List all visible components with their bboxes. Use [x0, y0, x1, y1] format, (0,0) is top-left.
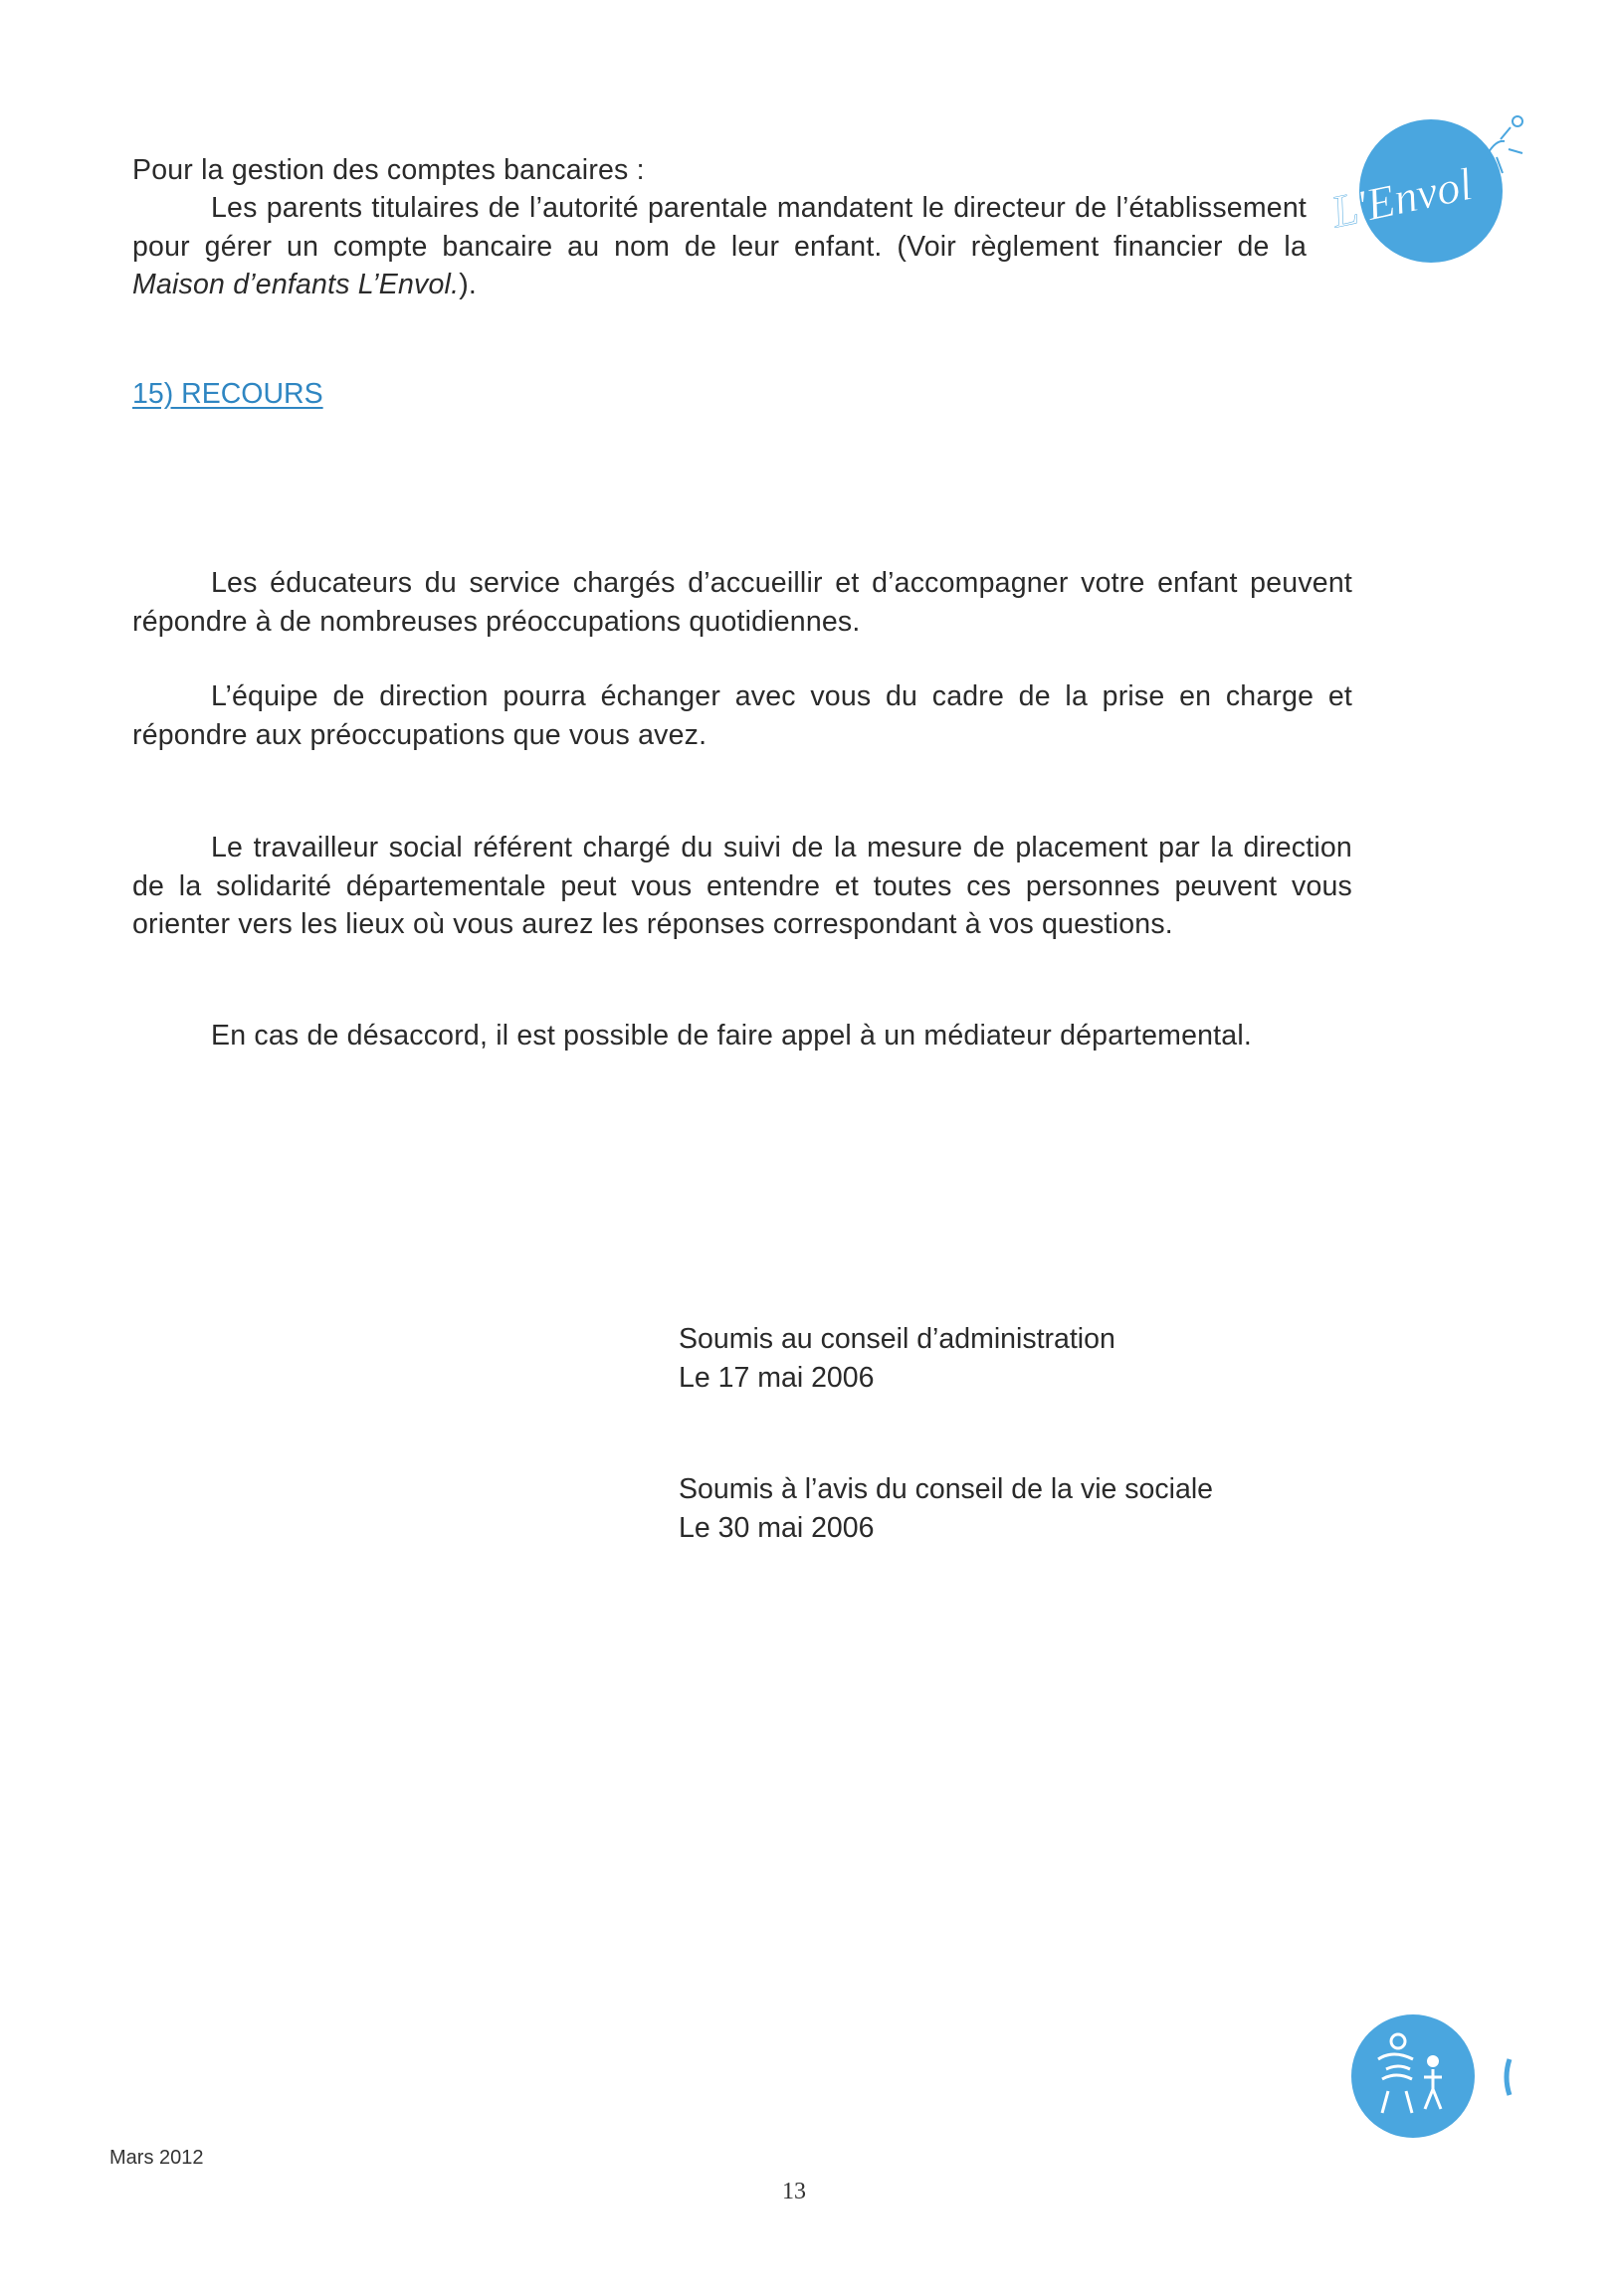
signature-date: Le 17 mai 2006: [679, 1361, 875, 1394]
footer-date: Mars 2012: [109, 2147, 204, 2169]
paragraph-direction: L’équipe de direction pourra échanger avec vous du cadre de la prise en charge et répondre aux préoccupations que vous avez.: [132, 680, 1352, 751]
banking-title: Pour la gestion des comptes bancaires :: [132, 154, 645, 186]
section-heading: 15) RECOURS: [132, 378, 323, 410]
banking-body-text: Les parents titulaires de l’autorité parentale mandatent le directeur de l’établissement pour gérer un compte bancaire au nom de leur enfant. (Voir règlement financier de la: [132, 192, 1307, 263]
paragraph-educators: Les éducateurs du service chargés d’accueillir et d’accompagner votre enfant peuvent répondre à de nombreuses préoccupations quotidiennes.: [132, 567, 1352, 638]
signature-block-council: [679, 1470, 1213, 1547]
signature-date: Le 30 mai 2006: [679, 1511, 875, 1544]
envol-logo-icon: [1313, 99, 1542, 298]
banking-body: [132, 189, 1307, 304]
banking-body-end: ).: [459, 269, 478, 300]
page-number: 13: [782, 2179, 806, 2204]
paragraph-disagreement: En cas de désaccord, il est possible de faire appel à un médiateur départemental.: [211, 1020, 1252, 1052]
paragraph-social-worker: Le travailleur social référent chargé du suivi de la mesure de placement par la direction de la solidarité départementale peut vous entendre et toutes ces personnes peuvent vous orienter vers les lieux où vous aurez les réponses correspondant à vos questions.: [132, 832, 1352, 940]
signature-line: Soumis au conseil d’administration: [679, 1323, 1115, 1355]
signature-block-board: [679, 1320, 1115, 1397]
signature-line: Soumis à l’avis du conseil de la vie sociale: [679, 1473, 1214, 1505]
svg-text:L'Envol: L'Envol: [1326, 158, 1477, 238]
footer-logo-icon: [1348, 2011, 1517, 2141]
banking-body-italic: Maison d’enfants L’Envol.: [132, 269, 460, 300]
